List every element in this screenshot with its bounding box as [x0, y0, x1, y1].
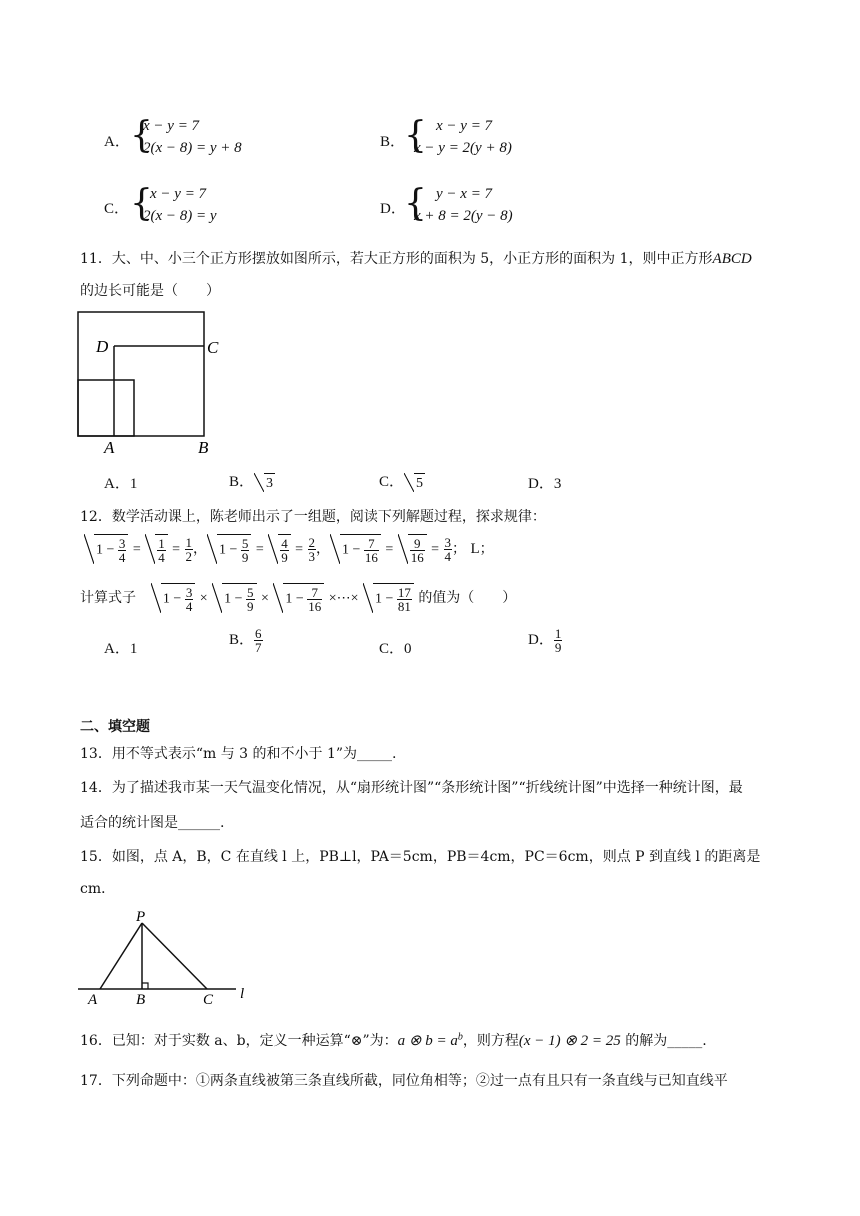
sqrt-icon: 1 − $\frac{7}{16}$: [330, 534, 381, 564]
question-text-line2: 的边长可能是（ ）: [80, 283, 220, 299]
label-b: B: [136, 992, 146, 1008]
sqrt-icon: 5: [404, 473, 425, 492]
option-label: B．: [380, 134, 406, 150]
equation-2: 2(x − 8) = y + 8: [143, 140, 242, 156]
option-a: A．1: [104, 641, 138, 657]
question-text: 11．大、中、小三个正方形摆放如图所示，若大正方形的面积为 5，小正方形的面积为 1，则中正方形ABCD: [80, 251, 752, 267]
label-c: C: [203, 992, 214, 1008]
label-b: B: [198, 438, 209, 457]
expression: 计算式子 1 − $\frac{3}{4}$ × 1 − $\frac{5}{9}$ × 1 − $\frac{7}{16}$ ×⋯× 1 − $\frac{17}{81}$ 的值为（ ）: [80, 585, 517, 614]
equation-1: x − y = 7: [150, 186, 207, 202]
question-17: 17．下列命题中：①两条直线被第三条直线所截，同位角相等；②过一点有且只有一条直线与已知直线平: [80, 1073, 728, 1089]
example-2: 1 − $\frac{5}{9}$ = $\frac{4}{9}$ = $\frac{2}{3}$ ，: [207, 534, 330, 564]
option-label: A．: [104, 134, 130, 150]
option-a: A．1: [104, 476, 138, 492]
segment-pa: [100, 923, 142, 989]
label-c: C: [207, 338, 219, 357]
sqrt-icon: $\frac{9}{16}$: [398, 534, 427, 564]
equation-2: x + 8 = 2(y − 8): [414, 208, 513, 224]
question-14-line2: 适合的统计图是______.: [80, 815, 225, 831]
sqrt-icon: $\frac{1}{4}$: [145, 534, 168, 564]
option-d: D． $\frac{1}{9}$: [528, 626, 562, 655]
question-text: 15．如图，点 A，B，C 在直线 l 上，PB⊥l，PA＝5cm，PB＝4cm，PC＝6cm，则点 P 到直线 l 的距离是: [80, 849, 761, 865]
label-p: P: [136, 909, 146, 925]
sqrt-icon: 1 − $\frac{17}{81}$: [363, 583, 414, 613]
option-b: B． $\frac{6}{7}$: [229, 626, 262, 655]
section-title: 二、填空题: [80, 719, 150, 735]
option-label: D．: [380, 201, 406, 217]
segment-pc: [142, 923, 207, 989]
math-var: ABCD: [712, 251, 752, 267]
small-square: [78, 380, 134, 436]
example-1: 1 − $\frac{3}{4}$ = $\frac{1}{4}$ = $\frac{1}{2}$ ，: [84, 534, 207, 564]
option-c: C．0: [379, 641, 412, 657]
option-d: D．3: [528, 476, 562, 492]
brace: {: [130, 183, 153, 224]
question-16: 16．已知：对于实数 a、b，定义一种运算“⊗”为：a ⊗ $b = a^b$，则方程(x − 1) ⊗ 2 = 25 的解为_____.: [80, 1031, 707, 1049]
sqrt-icon: 1 − $\frac{3}{4}$: [151, 583, 195, 613]
question-13: 13．用不等式表示“m 与 3 的和不小于 1”为_____.: [80, 746, 397, 762]
label-a: A: [88, 992, 98, 1008]
question-text: 12．数学活动课上，陈老师出示了一组题，阅读下列解题过程，探求规律：: [80, 509, 546, 525]
sqrt-icon: 1 − $\frac{5}{9}$: [207, 534, 251, 564]
option-b: B． 3: [229, 474, 274, 492]
label-l: l: [240, 986, 245, 1002]
equation-1: x − y = 7: [143, 118, 200, 134]
definition: a ⊗ b = a: [397, 1033, 458, 1049]
brace: {: [404, 183, 427, 224]
large-square: [78, 312, 204, 436]
triangle-figure: [70, 908, 260, 1008]
label-a: A: [104, 438, 115, 457]
example-3: 1 − $\frac{7}{16}$ = $\frac{9}{16}$ = $\frac{3}{4}$ ； L；: [330, 534, 494, 564]
equation-1: x − y = 7: [436, 118, 493, 134]
ellipsis: L: [470, 541, 480, 557]
sqrt-icon: 3: [254, 473, 275, 492]
sqrt-icon: 1 − $\frac{3}{4}$: [84, 534, 128, 564]
brace: {: [130, 115, 153, 156]
right-angle-mark: [142, 983, 148, 989]
exponent: b: [457, 1031, 463, 1043]
equation-1: y − x = 7: [436, 186, 493, 202]
label-d: D: [96, 337, 109, 356]
equation: (x − 1) ⊗ 2 = 25: [518, 1033, 621, 1049]
sqrt-icon: 1 − $\frac{7}{16}$: [273, 583, 324, 613]
squares-figure: [70, 305, 240, 460]
brace: {: [404, 115, 427, 156]
question-14-line1: 14．为了描述我市某一天气温变化情况，从“扇形统计图”“条形统计图”“折线统计图”中选择一种统计图，最: [80, 780, 743, 796]
equation-2: x − y = 2(y + 8): [414, 140, 512, 156]
option-label: C．: [104, 201, 130, 217]
sqrt-icon: $\frac{4}{9}$: [268, 534, 291, 564]
question-text-line2: cm．: [80, 881, 116, 897]
sqrt-icon: 1 − $\frac{5}{9}$: [212, 583, 256, 613]
equation-2: 2(x − 8) = y: [143, 208, 217, 224]
option-c: C． 5: [379, 474, 424, 492]
